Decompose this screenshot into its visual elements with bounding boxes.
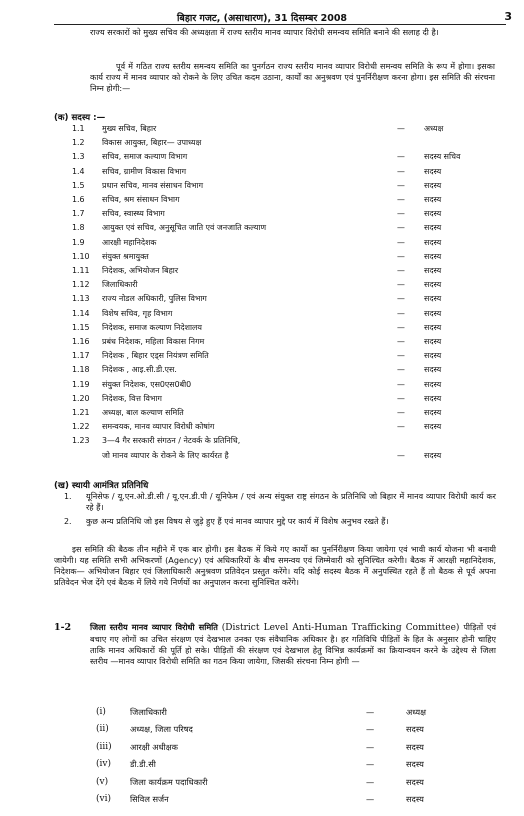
member-role: सदस्य — [424, 408, 442, 417]
member-number: 1.12 — [72, 280, 90, 290]
member-dash: — — [397, 322, 405, 332]
member-designation: विशेष सचिव, गृह विभाग — [102, 308, 173, 318]
member-designation: अध्यक्ष, बाल कल्याण समिति — [102, 408, 184, 417]
member-dash: — — [397, 124, 405, 133]
member-designation: प्रधान सचिव, मानव संसाधन विभाग — [102, 180, 204, 190]
member-number: 1.23 — [72, 436, 90, 446]
member-role: सदस्य — [424, 308, 442, 318]
member-designation: सचिव, श्रम संसाधन विभाग — [102, 195, 180, 204]
member-role: सदस्य — [424, 251, 442, 261]
member-designation: राज्य नोडल अधिकारी, पुलिस विभाग — [102, 294, 207, 304]
member-designation: निदेशक, वित्त विभाग — [102, 393, 162, 403]
invitee-number: 2. — [64, 517, 72, 526]
invitee-item: यूनिसेफ / यू.एन.ओ.डी.सी / यू.एन.डी.पी / यूनिफेम / एवं अन्य संयुक्त राष्ट्र संगठन के प्रतिनिधि जो बिहार में मानव व्यापार विरोधी कार्य कर रहे हैं। — [86, 491, 496, 512]
member-role: सदस्य — [424, 351, 442, 361]
member-number: 1.19 — [72, 379, 90, 389]
invitees-heading: (ख) स्थायी आमंत्रित प्रतिनिधि — [54, 481, 149, 491]
district-member-number: (v) — [96, 776, 109, 787]
member-number: 1.20 — [72, 393, 90, 403]
member-number: 1.5 — [72, 180, 85, 190]
member-number: 1.14 — [72, 308, 90, 318]
member-role: सदस्य — [424, 209, 442, 219]
member-dash: — — [397, 152, 405, 162]
member-role: सदस्य — [424, 322, 442, 332]
district-member-role: सदस्य — [406, 724, 424, 735]
member-role: सदस्य सचिव — [424, 152, 461, 162]
member-number: 1.7 — [72, 209, 85, 219]
district-member-number: (ii) — [96, 724, 109, 735]
district-member-role: सदस्य — [406, 794, 424, 804]
member-designation: निदेशक , बिहार एड्स नियंत्रण समिति — [102, 351, 209, 361]
member-role: सदस्य — [424, 166, 442, 176]
member-dash: — — [397, 450, 405, 460]
page-number: 3 — [504, 10, 512, 23]
district-member-dash: — — [366, 794, 375, 804]
district-member-designation: जिलाधिकारी — [130, 707, 167, 717]
invitee-number: 1. — [64, 492, 72, 501]
member-role: सदस्य — [424, 294, 442, 304]
members-heading: (क) सदस्य :— — [54, 113, 106, 123]
member-dash: — — [397, 209, 405, 219]
member-designation: निदेशक, अभियोजन बिहार — [102, 266, 179, 275]
member-designation: आरक्षी महानिदेशक — [102, 237, 157, 247]
member-dash: — — [397, 195, 405, 204]
member-designation: सचिव, स्वास्थ्य विभाग — [102, 209, 165, 219]
member-designation: प्रबंध निदेशक, महिला विकास निगम — [102, 337, 205, 346]
member-number: 1.17 — [72, 351, 90, 361]
district-heading-english: (District Level Anti-Human Trafficking Committee) — [221, 623, 460, 633]
member-designation: निदेशक , आइ.सी.डी.एस. — [102, 365, 177, 375]
member-dash: — — [397, 308, 405, 318]
district-member-designation: अध्यक्ष, जिला परिषद — [130, 724, 193, 735]
member-designation: जो मानव व्यापार के रोकने के लिए कार्यरत है — [102, 450, 229, 460]
district-member-designation: आरक्षी अधीक्षक — [130, 741, 178, 752]
member-designation: सचिव, समाज कल्याण विभाग — [102, 152, 188, 162]
member-dash: — — [397, 280, 405, 290]
member-dash: — — [397, 379, 405, 389]
member-designation: सचिव, ग्रामीण विकास विभाग — [102, 166, 187, 176]
member-designation: संयुक्त निदेशक, एस0एस0बी0 — [102, 379, 192, 389]
member-number: 1.18 — [72, 365, 90, 375]
district-body: पीड़ितों एवं बचाए गए लोगों का उचित संरक्षण एवं देखभाल उनका एक संवैधानिक अधिकार है। हर गतिविधि पीड़ितों के हित के अनुसार होनी चाहिए ताकि मानव अधिकारों की पूर्ति हो सके। पीड़ितों की संरक्षण एवं देखभाल हेतु विभिन्न कार्यक्रमों का क्रियान्वयन करने के उद्देश्य से जिला स्तरीय —मानव व्यापार विरोधी समिति का गठन किया जायेगा, जिसकी संरचना निम्न होगी — — [90, 622, 496, 666]
member-dash: — — [397, 251, 405, 261]
intro-paragraph: राज्य सरकारों को मुख्य सचिव की अध्यक्षता में राज्य स्तरीय मानव व्यापार विरोधी समन्वय समिति बनाने की सलाह दी है। — [90, 27, 439, 37]
member-role: सदस्य — [424, 337, 442, 346]
member-number: 1.6 — [72, 195, 85, 204]
member-number: 1.13 — [72, 294, 90, 304]
member-designation: 3—4 गैर सरकारी संगठन / नेटवर्क के प्रतिनिधि, — [102, 436, 241, 446]
district-member-number: (iii) — [96, 741, 112, 752]
district-heading-hindi: जिला स्तरीय मानव व्यापार विरोधी समिति — [90, 622, 218, 632]
member-designation: संयुक्त श्रमायुक्त — [102, 251, 149, 261]
member-role: सदस्य — [424, 422, 442, 432]
member-number: 1.1 — [72, 124, 85, 133]
member-number: 1.2 — [72, 138, 85, 148]
district-member-dash: — — [366, 759, 375, 770]
member-number: 1.8 — [72, 223, 85, 233]
member-role: अध्यक्ष — [424, 124, 444, 133]
member-number: 1.10 — [72, 251, 90, 261]
district-member-dash: — — [366, 741, 375, 752]
district-member-dash: — — [366, 707, 375, 717]
member-number: 1.21 — [72, 408, 90, 417]
district-member-role: सदस्य — [406, 776, 424, 787]
district-section-number: 1-2 — [54, 622, 72, 633]
gazette-title: बिहार गजट, (असाधारण), 31 दिसम्बर 2008 — [176, 13, 348, 24]
member-number: 1.9 — [72, 237, 85, 247]
member-dash: — — [397, 180, 405, 190]
district-member-designation: डी.डी.सी — [130, 759, 156, 770]
member-dash: — — [397, 337, 405, 346]
member-dash: — — [397, 223, 405, 233]
district-member-number: (i) — [96, 707, 106, 717]
member-dash: — — [397, 294, 405, 304]
member-role: सदस्य — [424, 195, 442, 204]
member-dash: — — [397, 422, 405, 432]
member-number: 1.16 — [72, 337, 90, 346]
member-number: 1.3 — [72, 152, 85, 162]
district-member-role: अध्यक्ष — [406, 707, 426, 717]
restructure-paragraph: पूर्व में गठित राज्य स्तरीय समन्वय समिति का पुनर्गठन राज्य स्तरीय मानव व्यापार विरोधी समन्वय समिति के रूप में होगा। इसका कार्य राज्य में मानव व्यापार को रोकने के लिए उचित कदम उठाना, कार्यों का अनुश्रवण एवं पुनर्निरीक्षण करना होगा। इस समिति की संरचना निम्न होगी:— — [90, 61, 495, 93]
district-member-role: सदस्य — [406, 759, 424, 770]
member-role: सदस्य — [424, 450, 442, 460]
meeting-paragraph: इस समिति की बैठक तीन महीने में एक बार होगी। इस बैठक में किये गए कार्यो का पुनर्निरीक्षण किया जायेगा एवं भावी कार्य योजना भी बनायी जायेगी। यह समिति सभी अभिकरणों (Agency) एवं अधिकारियों के बीच समन्वय एवं जिम्मेवारी को सुनिश्चित करेगी। बैठक में आरक्षी महानिदेशक, निदेशक— अभियोजन बिहार एवं जिलाधिकारी अनुश्रवण प्रतिवेदन प्रस्तुत करेंगे। यदि कोई सदस्य बैठक में अनुपस्थित रहते हैं तो बैठक से पूर्व अपना प्रतिवेदन भेज देंगे एवं बैठक में लिये गये निर्णयों का अनुपालन करना सुनिश्चित करेंगे। — [54, 544, 496, 587]
member-dash: — — [397, 393, 405, 403]
member-designation: निदेशक, समाज कल्याण निदेशालय — [102, 322, 202, 332]
member-dash: — — [397, 237, 405, 247]
member-number: 1.15 — [72, 322, 90, 332]
member-dash: — — [397, 408, 405, 417]
district-member-number: (iv) — [96, 759, 111, 770]
district-member-role: सदस्य — [406, 741, 424, 752]
member-dash: — — [397, 266, 405, 275]
district-member-dash: — — [366, 776, 375, 787]
member-role: सदस्य — [424, 180, 442, 190]
member-number: 1.11 — [72, 266, 90, 275]
member-designation: आयुक्त एवं सचिव, अनुसूचित जाति एवं जनजाति कल्याण — [102, 223, 267, 233]
member-role: सदस्य — [424, 237, 442, 247]
member-role: सदस्य — [424, 280, 442, 290]
invitee-item: कुछ अन्य प्रतिनिधि जो इस विषय से जुड़े हुए हैं एवं मानव व्यापार मुद्दे पर कार्य में विशेष अनुभव रखते हैं। — [86, 516, 389, 526]
member-role: सदस्य — [424, 223, 442, 233]
member-dash: — — [397, 166, 405, 176]
member-number: 1.4 — [72, 166, 85, 176]
member-designation: मुख्य सचिव, बिहार — [102, 124, 157, 133]
member-designation: समन्वयक, मानव व्यापार विरोधी कोषांग — [102, 422, 215, 432]
member-role: सदस्य — [424, 379, 442, 389]
member-role: सदस्य — [424, 393, 442, 403]
district-member-designation: जिला कार्यक्रम पदाधिकारी — [130, 776, 208, 787]
page-header — [0, 8, 524, 24]
member-role: सदस्य — [424, 266, 442, 275]
member-designation: जिलाधिकारी — [102, 280, 138, 290]
member-dash: — — [397, 365, 405, 375]
member-role: सदस्य — [424, 365, 442, 375]
member-dash: — — [397, 351, 405, 361]
member-number: 1.22 — [72, 422, 90, 432]
member-designation: विकास आयुक्त, बिहार— उपाध्यक्ष — [102, 138, 202, 148]
district-section-text — [90, 622, 496, 667]
district-member-dash: — — [366, 724, 375, 735]
district-member-designation: सिविल सर्जन — [130, 794, 169, 804]
header-rule — [54, 24, 506, 25]
district-member-number: (vi) — [96, 794, 111, 804]
